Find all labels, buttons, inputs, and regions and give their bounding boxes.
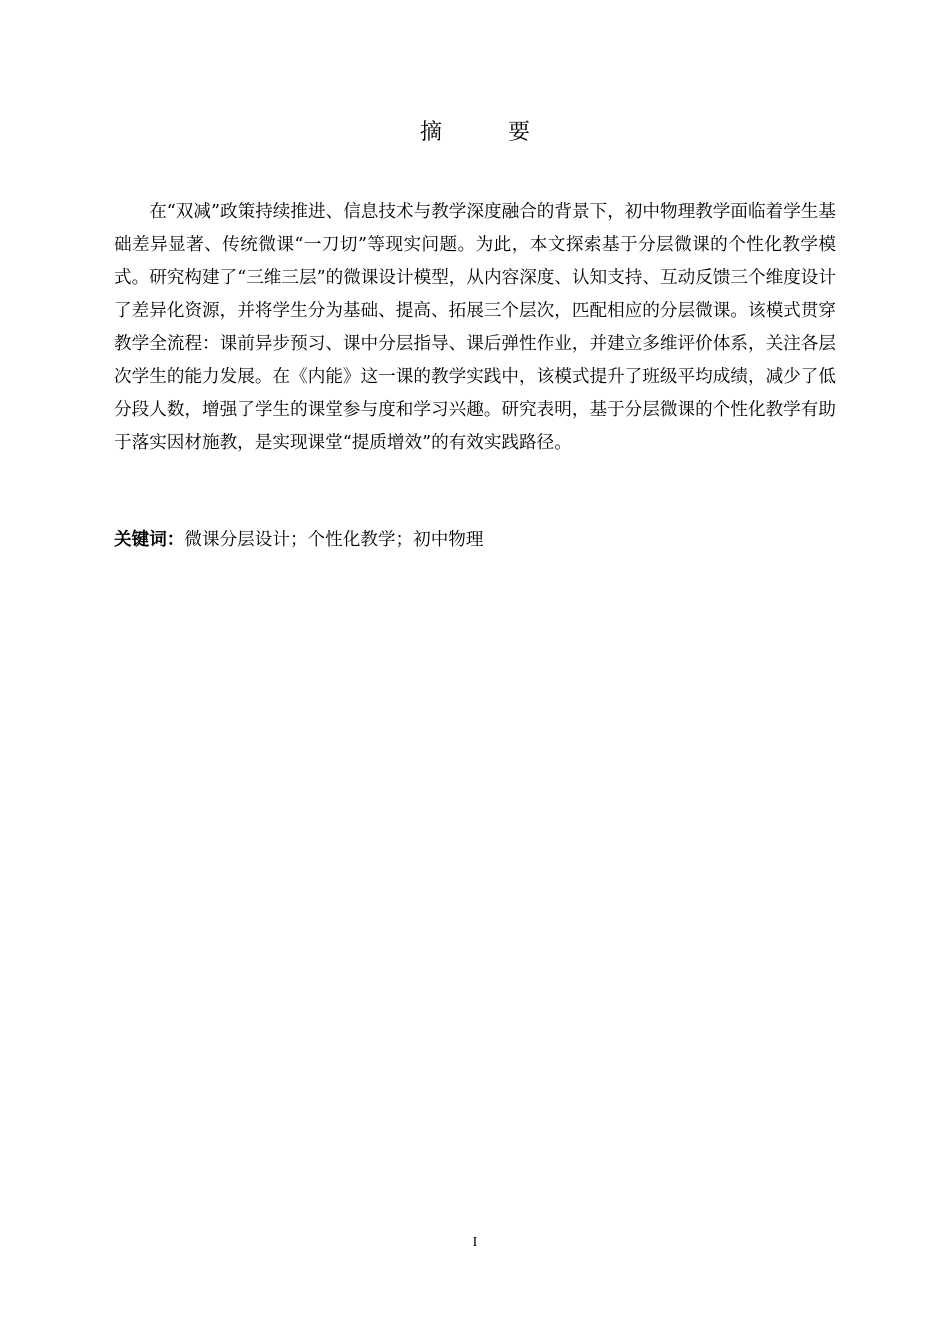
abstract-paragraph: 在“双减”政策持续推进、信息技术与教学深度融合的背景下，初中物理教学面临着学生基础差异显著、传统微课“一刀切”等现实问题。为此，本文探索基于分层微课的个性化教学模式。研究构建了“三维三层”的微课设计模型，从内容深度、认知支持、互动反馈三个维度设计了差异化资源，并将学生分为基础、提高、拓展三个层次，匹配相应的分层微课。该模式贯穿教学全流程：课前异步预习、课中分层指导、课后弹性作业，并建立多维评价体系，关注各层次学生的能力发展。在《内能》这一课的教学实践中，该模式提升了班级平均成绩，减少了低分段人数，增强了学生的课堂参与度和学习兴趣。研究表明，基于分层微课的个性化教学有助于落实因材施教，是实现课堂“提质增效”的有效实践路径。 — [114, 202, 836, 453]
page-number: I — [472, 1235, 478, 1250]
keywords-line — [114, 525, 836, 555]
keywords-label: 关键词： — [114, 530, 185, 550]
keywords-text: 微课分层设计；个性化教学；初中物理 — [184, 530, 484, 550]
page-title: 摘 要 — [419, 120, 552, 145]
